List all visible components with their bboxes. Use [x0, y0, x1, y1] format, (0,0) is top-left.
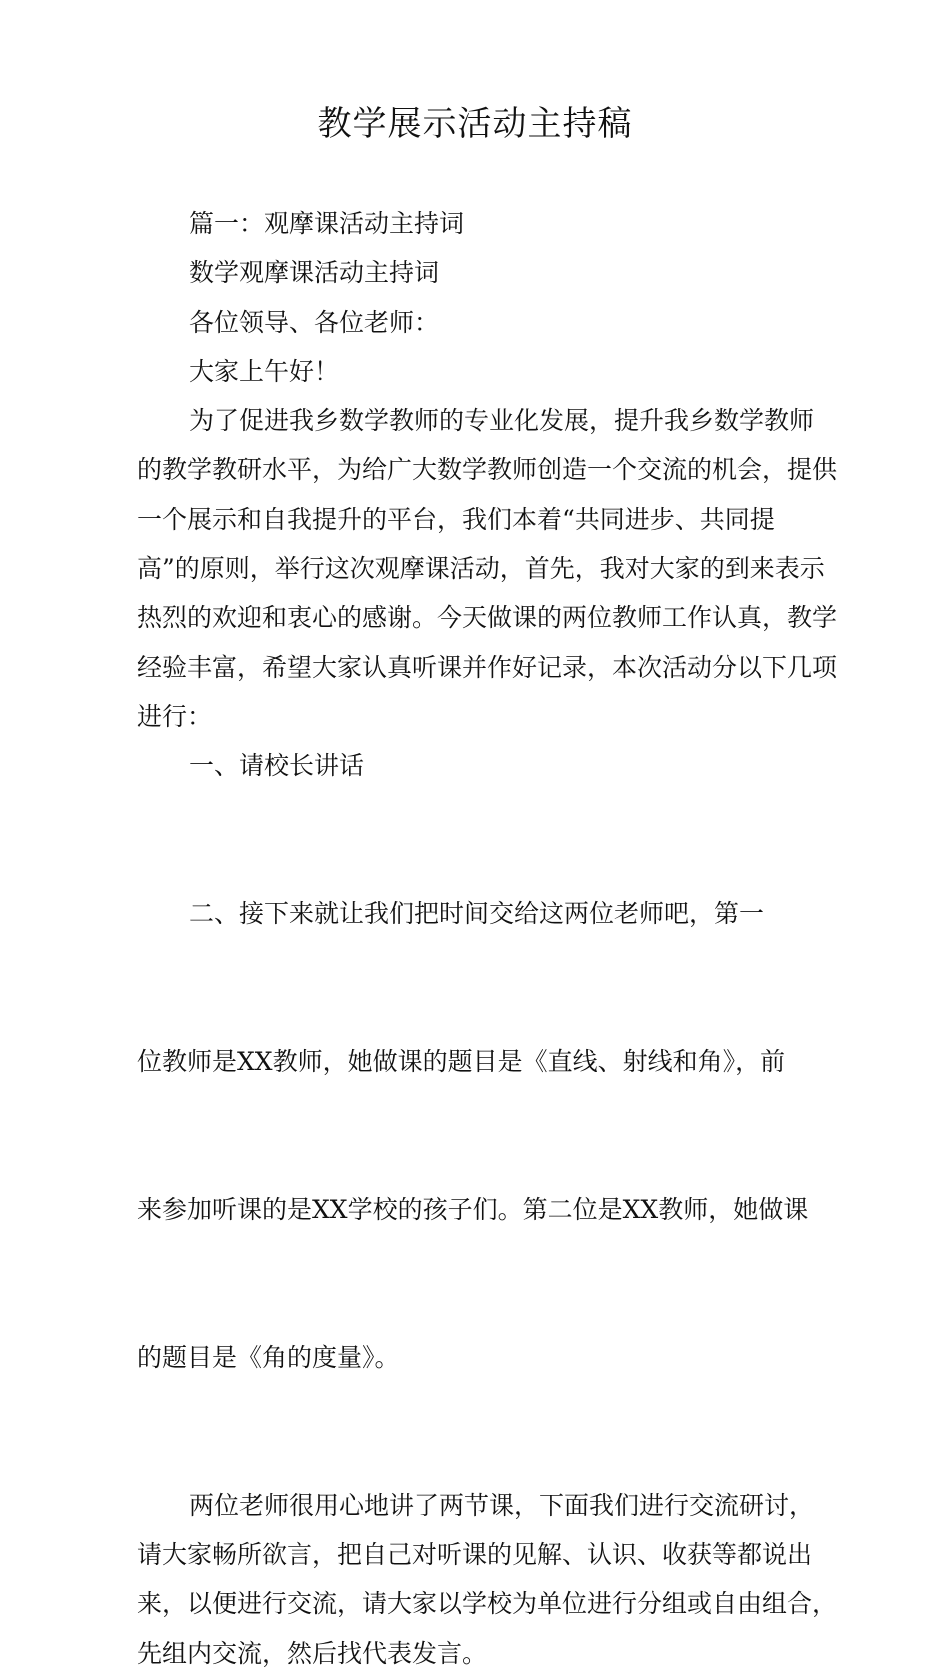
- paragraph: 为了促进我乡数学教师的专业化发展，提升我乡数学教师的教学教研水平，为给广大数学教师创造一个交流的机会，提供一个展示和自我提升的平台，我们本着“共同进步、共同提高”的原则，举行这次观摩课活动，首先，我对大家的到来表示热烈的欢迎和衷心的感谢。今天做课的两位教师工作认真，教学经验丰富，希望大家认真听课并作好记录，本次活动分以下几项进行：: [137, 406, 838, 731]
- paragraph: 大家上午好！: [189, 356, 340, 386]
- document-body: [137, 199, 837, 1678]
- document-title: 教学展示活动主持稿: [317, 104, 633, 144]
- paragraph-line: 来参加听课的是XX学校的孩子们。第二位是XX教师，她做课: [137, 1194, 809, 1224]
- paragraph: 篇一：观摩课活动主持词: [189, 209, 465, 238]
- paragraph-line: 二、接下来就让我们把时间交给这两位老师吧，第一: [189, 899, 765, 929]
- paragraph-line: 位教师是XX教师，她做课的题目是《直线、射线和角》，前: [137, 1047, 786, 1077]
- paragraph: 一、请校长讲话: [189, 751, 365, 781]
- paragraph: [137, 791, 837, 1481]
- paragraph: 数学观摩课活动主持词: [189, 258, 440, 288]
- paragraph: 两位老师很用心地讲了两节课，下面我们进行交流研讨，请大家畅所欲言，把自己对听课的见解、认识、收获等都说出来，以便进行交流，请大家以学校为单位进行分组或自由组合，先组内交流，然后找代表发言。: [137, 1490, 838, 1668]
- paragraph-line: 的题目是《角的度量》。: [137, 1342, 400, 1372]
- paragraph: 各位领导、各位老师：: [189, 307, 440, 337]
